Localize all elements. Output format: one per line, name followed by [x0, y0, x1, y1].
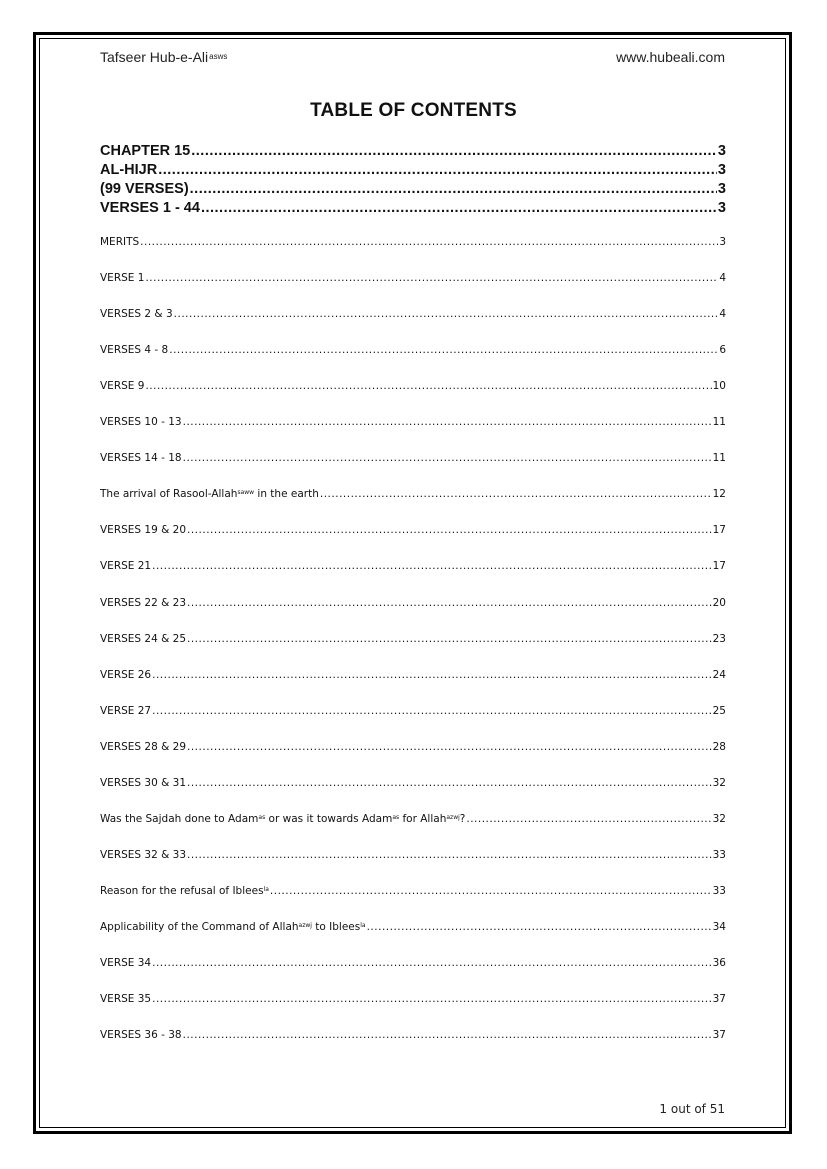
- toc-entry[interactable]: [100, 705, 726, 719]
- toc-leader-dots: [270, 885, 712, 897]
- toc-leader-dots: [152, 993, 712, 1005]
- toc-entry-label: VERSES 14 - 18: [100, 452, 182, 464]
- honorific-superscript: azwj: [298, 922, 312, 929]
- page-number: 1 out of 51: [659, 1102, 725, 1116]
- toc-entry-page: 37: [712, 993, 726, 1005]
- toc-leader-dots: [191, 143, 717, 159]
- toc-entry[interactable]: [100, 1029, 726, 1043]
- toc-entry-label: VERSES 22 & 23: [100, 597, 186, 609]
- toc-entry[interactable]: [100, 597, 726, 611]
- label-text: for Allah: [399, 813, 447, 825]
- toc-leader-dots: [152, 705, 712, 717]
- toc-entry-label: VERSE 26: [100, 669, 152, 681]
- toc-leader-dots: [145, 380, 711, 392]
- toc-entry-page: 17: [712, 560, 726, 572]
- toc-leader-dots: [187, 633, 712, 645]
- toc-entry-page: 28: [712, 741, 726, 753]
- toc-entry-page: 33: [712, 849, 726, 861]
- toc-entry-label: VERSES 32 & 33: [100, 849, 186, 861]
- toc-major-entry[interactable]: [100, 162, 726, 181]
- toc-entry[interactable]: [100, 741, 726, 755]
- toc-entry-label: [100, 813, 465, 825]
- toc-entry[interactable]: [100, 560, 726, 574]
- toc-entry-label: AL-HIJR: [100, 162, 158, 178]
- toc-entry-label: VERSE 9: [100, 380, 145, 392]
- header-title: Tafseer Hub-e-Ali$^{asws}$: [100, 49, 228, 65]
- toc-entry-page: 24: [712, 669, 726, 681]
- toc-entry[interactable]: [100, 452, 726, 466]
- honorific-superscript: as: [258, 814, 266, 821]
- toc-entry[interactable]: [100, 993, 726, 1007]
- toc-leader-dots: [183, 452, 712, 464]
- toc-leader-dots: [187, 741, 712, 753]
- toc-entry-page: 4: [719, 272, 726, 284]
- toc-entry-label: VERSES 4 - 8: [100, 344, 169, 356]
- toc-entry[interactable]: [100, 921, 726, 935]
- toc-entry-page: 20: [712, 597, 726, 609]
- toc-entry-label: VERSES 30 & 31: [100, 777, 186, 789]
- toc-leader-dots: [190, 181, 717, 197]
- toc-entry-label: [100, 921, 366, 933]
- toc-entry[interactable]: [100, 957, 726, 971]
- toc-leader-dots: [367, 921, 712, 933]
- toc-entry-label: CHAPTER 15: [100, 143, 191, 159]
- toc-leader-dots: [174, 308, 719, 320]
- label-text: Was the Sajdah done to Adam: [100, 813, 259, 825]
- toc-entry-label: VERSES 1 - 44: [100, 200, 200, 216]
- toc-leader-dots: [183, 1029, 712, 1041]
- honorific-superscript: saww: [237, 489, 255, 496]
- toc-entry[interactable]: [100, 885, 726, 899]
- toc-entry-page: 37: [712, 1029, 726, 1041]
- toc-entry-page: 3: [717, 162, 726, 178]
- toc-leader-dots: [187, 849, 712, 861]
- toc-entry-page: 4: [719, 308, 726, 320]
- toc-entry[interactable]: [100, 524, 726, 538]
- toc-entry[interactable]: [100, 849, 726, 863]
- toc-entry-label: VERSE 21: [100, 560, 152, 572]
- toc-entry-label: (99 VERSES): [100, 181, 189, 197]
- toc-entry-page: 3: [717, 181, 726, 197]
- toc-entry-label: VERSES 36 - 38: [100, 1029, 182, 1041]
- toc-leader-dots: [187, 597, 712, 609]
- toc-entry-page: 6: [719, 344, 726, 356]
- toc-entry[interactable]: [100, 236, 726, 250]
- label-text: The arrival of Rasool-Allah: [100, 488, 238, 500]
- toc-entry[interactable]: [100, 633, 726, 647]
- honorific-superscript: la: [263, 886, 269, 893]
- honorific-superscript: azwj: [446, 814, 460, 821]
- toc-entry[interactable]: [100, 777, 726, 791]
- toc-leader-dots: [140, 236, 718, 248]
- toc-major-entry[interactable]: [100, 181, 726, 200]
- toc-leader-dots: [152, 957, 712, 969]
- toc-entry-label: VERSES 28 & 29: [100, 741, 186, 753]
- toc-leader-dots: [466, 813, 711, 825]
- toc-entry-label: VERSES 2 & 3: [100, 308, 173, 320]
- toc-entry[interactable]: [100, 669, 726, 683]
- header-website: www.hubeali.com: [616, 49, 725, 65]
- toc-leader-dots: [320, 488, 712, 500]
- label-text: to Iblees: [311, 921, 361, 933]
- label-text: or was it towards Adam: [265, 813, 393, 825]
- toc-entry-label: VERSES 24 & 25: [100, 633, 186, 645]
- toc-entry-label: VERSE 34: [100, 957, 152, 969]
- toc-entry-page: 17: [712, 524, 726, 536]
- toc-entry-page: 23: [712, 633, 726, 645]
- toc-leader-dots: [169, 344, 718, 356]
- toc-entry[interactable]: [100, 380, 726, 394]
- toc-leader-dots: [145, 272, 718, 284]
- toc-entry-page: 34: [712, 921, 726, 933]
- toc-entry-page: 33: [712, 885, 726, 897]
- toc-entry-page: 10: [712, 380, 726, 392]
- toc-major-entry[interactable]: [100, 200, 726, 219]
- toc-entry-page: 3: [717, 200, 726, 216]
- toc-entry-label: [100, 488, 319, 500]
- honorific-superscript: as: [392, 814, 400, 821]
- label-text: Applicability of the Command of Allah: [100, 921, 299, 933]
- honorific-superscript: la: [360, 922, 366, 929]
- toc-entry-label: VERSES 10 - 13: [100, 416, 182, 428]
- toc-entry-label: MERITS: [100, 236, 140, 248]
- toc-entry-label: VERSE 1: [100, 272, 145, 284]
- toc-leader-dots: [152, 669, 712, 681]
- toc-entry[interactable]: [100, 272, 726, 286]
- toc-entry[interactable]: [100, 813, 726, 827]
- toc-entry-page: 3: [717, 143, 726, 159]
- toc-leader-dots: [201, 200, 717, 216]
- toc-entry-page: 25: [712, 705, 726, 717]
- label-text: Reason for the refusal of Iblees: [100, 885, 264, 897]
- toc-entry-page: 11: [712, 452, 726, 464]
- toc-leader-dots: [158, 162, 717, 178]
- toc-major-entry[interactable]: [100, 143, 726, 162]
- toc-entry-page: 3: [719, 236, 726, 248]
- label-text: in the earth: [254, 488, 319, 500]
- toc-leader-dots: [152, 560, 712, 572]
- toc-entry[interactable]: [100, 488, 726, 502]
- toc-entry-label: VERSE 27: [100, 705, 152, 717]
- page-title: TABLE OF CONTENTS: [310, 100, 517, 121]
- toc-entry-label: VERSE 35: [100, 993, 152, 1005]
- toc-entry-label: VERSES 19 & 20: [100, 524, 186, 536]
- toc-entry[interactable]: [100, 416, 726, 430]
- toc-leader-dots: [187, 777, 712, 789]
- toc-entry-page: 11: [712, 416, 726, 428]
- toc-entry-page: 12: [712, 488, 726, 500]
- toc-leader-dots: [183, 416, 712, 428]
- toc-entry-page: 32: [712, 813, 726, 825]
- toc-entry[interactable]: [100, 308, 726, 322]
- toc-leader-dots: [187, 524, 712, 536]
- toc-entry-page: 32: [712, 777, 726, 789]
- toc-entry-label: [100, 885, 269, 897]
- label-text: ?: [459, 813, 466, 825]
- toc-entry-page: 36: [712, 957, 726, 969]
- toc-entry[interactable]: [100, 344, 726, 358]
